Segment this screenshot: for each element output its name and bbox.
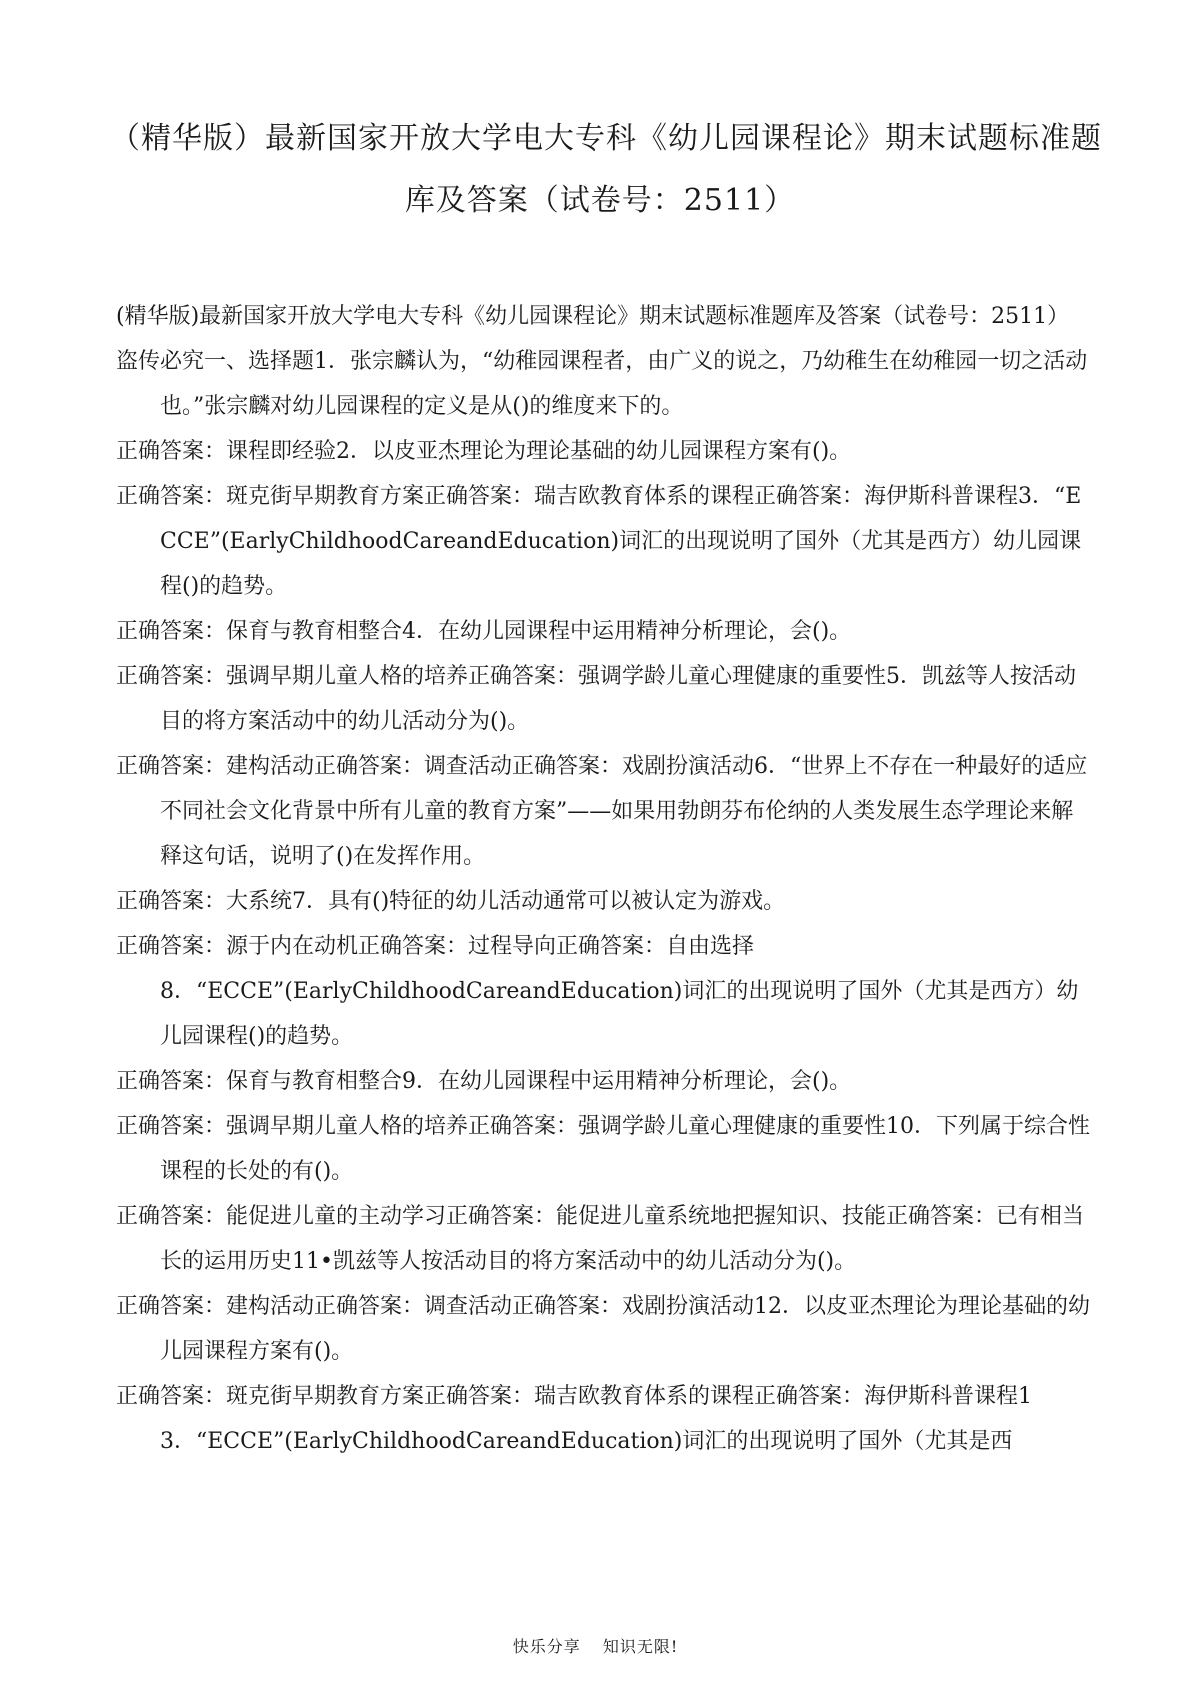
paragraph-answer-1: 正确答案：课程即经验2．以皮亚杰理论为理论基础的幼儿园课程方案有()。 <box>116 439 852 464</box>
paragraph-question-1: 盗传必究一、选择题1．张宗麟认为，“幼稚园课程者，由广义的说之，乃幼稚生在幼稚园一切之活动也。”张宗麟对幼儿园课程的定义是从()的维度来下的。 <box>116 349 1088 419</box>
paragraph-answer-4: 正确答案：强调早期儿童人格的培养正确答案：强调学龄儿童心理健康的重要性5．凯兹等人按活动目的将方案活动中的幼儿活动分为()。 <box>116 664 1077 734</box>
footer-left-text: 快乐分享 <box>512 1637 581 1656</box>
document-title-line-1: （精华版）最新国家开放大学电大专科《幼儿园课程论》期末试题标准题 <box>110 121 1102 156</box>
footer-right-text: 知识无限! <box>602 1637 679 1656</box>
document-body <box>116 294 1091 1464</box>
paragraph-answer-10: 正确答案：能促进儿童的主动学习正确答案：能促进儿童系统地把握知识、技能正确答案：已有相当长的运用历史11•凯兹等人按活动目的将方案活动中的幼儿活动分为()。 <box>116 1204 1085 1274</box>
paragraph-answer-12: 正确答案：斑克街早期教育方案正确答案：瑞吉欧教育体系的课程正确答案：海伊斯科普课程13．“ECCE”(EarlyChildhoodCareandEducation)词汇的出现说明了国外（尤其是西 <box>116 1384 1033 1454</box>
paragraph-answer-3: 正确答案：保育与教育相整合4．在幼儿园课程中运用精神分析理论，会()。 <box>116 619 852 644</box>
document-title-line-2: 库及答案（试卷号：2511） <box>404 183 796 218</box>
paragraph-answer-2: 正确答案：斑克街早期教育方案正确答案：瑞吉欧教育体系的课程正确答案：海伊斯科普课程3．“ECCE”(EarlyChildhoodCareandEducation)词汇的出现说明了国外（尤其是西方）幼儿园课程()的趋势。 <box>116 484 1082 599</box>
page-footer <box>0 1634 1191 1657</box>
paragraph-answer-11: 正确答案：建构活动正确答案：调查活动正确答案：戏剧扮演活动12．以皮亚杰理论为理论基础的幼儿园课程方案有()。 <box>116 1294 1090 1364</box>
paragraph-question-8: 8．“ECCE”(EarlyChildhoodCareandEducation)词汇的出现说明了国外（尤其是西方）幼儿园课程()的趋势。 <box>160 979 1079 1049</box>
paragraph-answer-7: 正确答案：源于内在动机正确答案：过程导向正确答案：自由选择 <box>116 934 755 959</box>
paragraph-answer-5: 正确答案：建构活动正确答案：调查活动正确答案：戏剧扮演活动6．“世界上不存在一种最好的适应不同社会文化背景中所有儿童的教育方案”——如果用勃朗芬布伦纳的人类发展生态学理论来解释这句话，说明了()在发挥作用。 <box>116 754 1088 869</box>
paragraph-heading: (精华版)最新国家开放大学电大专科《幼儿园课程论》期末试题标准题库及答案（试卷号：2511） <box>116 304 1070 329</box>
paragraph-answer-8: 正确答案：保育与教育相整合9．在幼儿园课程中运用精神分析理论，会()。 <box>116 1069 852 1094</box>
paragraph-answer-6: 正确答案：大系统7．具有()特征的幼儿活动通常可以被认定为游戏。 <box>116 889 786 914</box>
paragraph-answer-9: 正确答案：强调早期儿童人格的培养正确答案：强调学龄儿童心理健康的重要性10．下列属于综合性课程的长处的有()。 <box>116 1114 1090 1184</box>
document-title <box>110 108 1102 232</box>
